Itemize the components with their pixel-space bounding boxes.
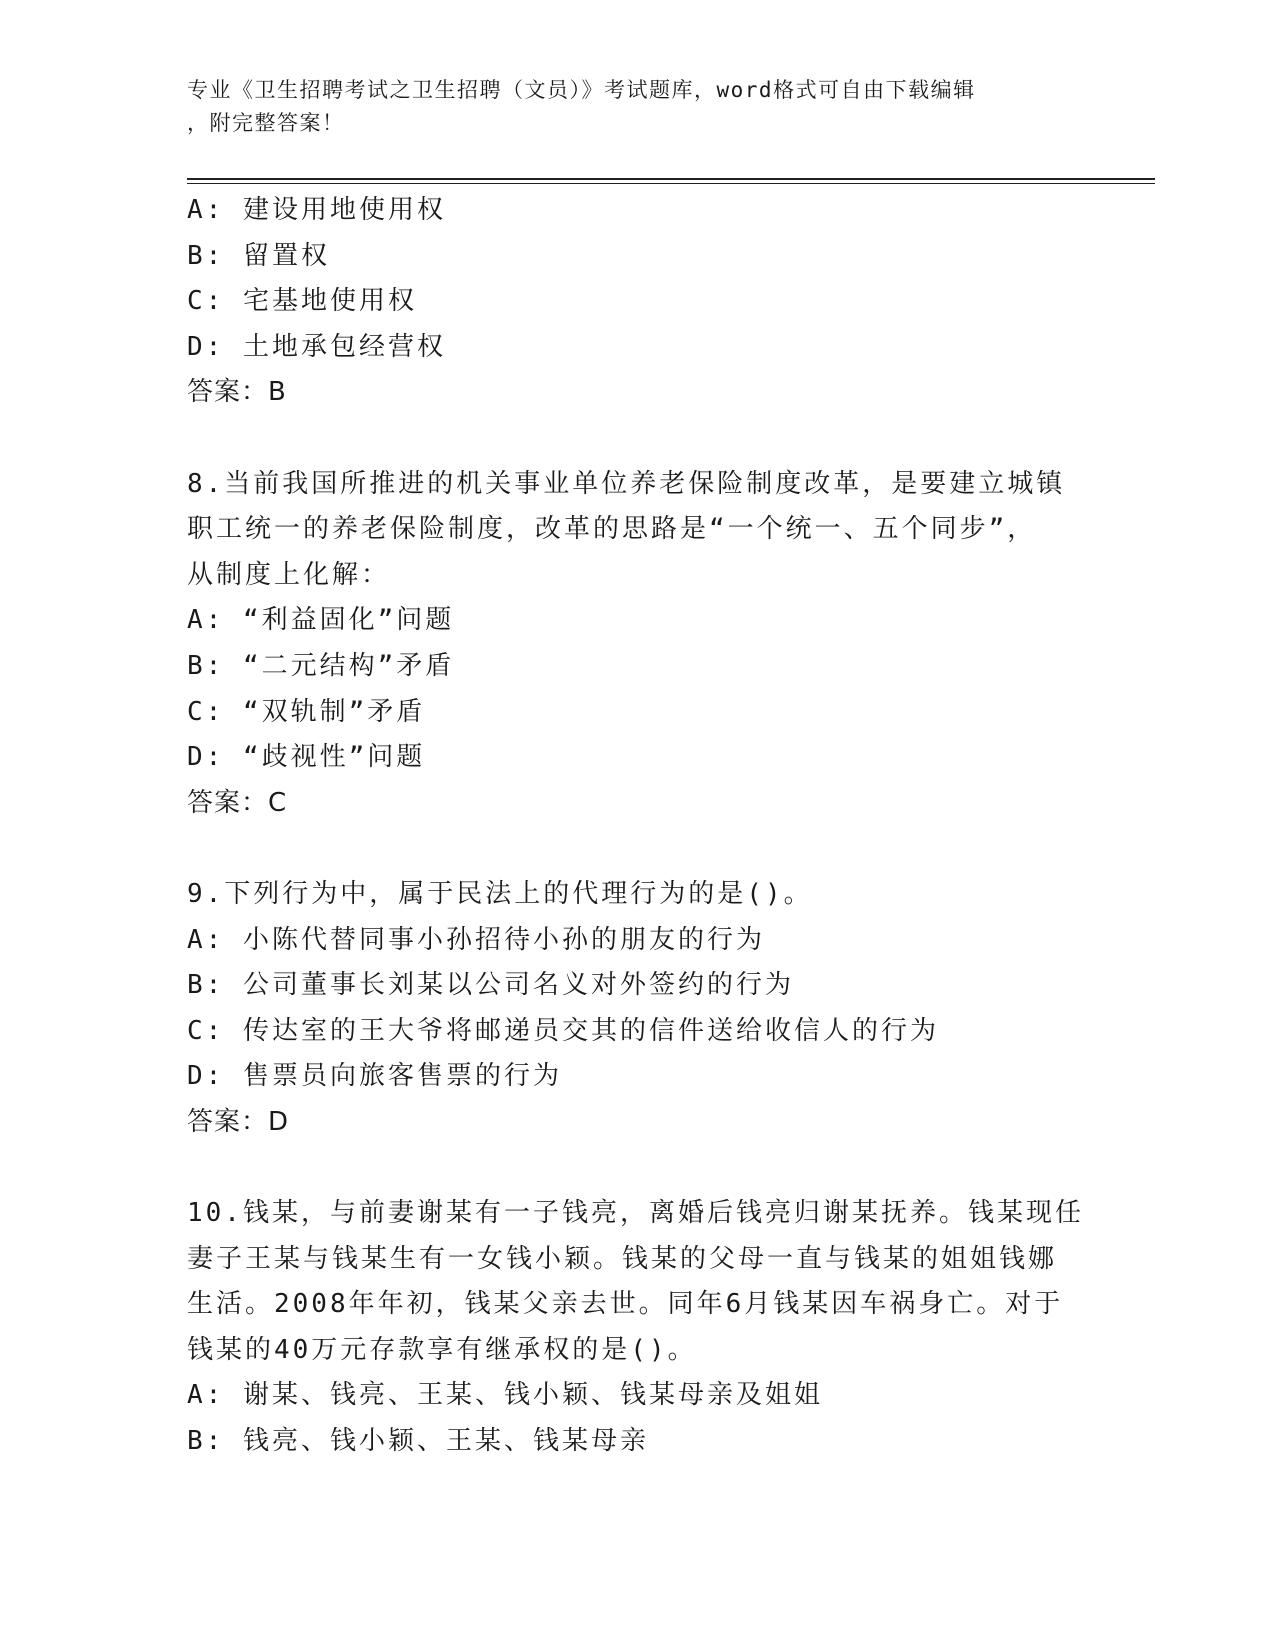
option-a: A: 谢某、钱亮、王某、钱小颖、钱某母亲及姐姐 bbox=[187, 1380, 823, 1411]
header-rule-thin bbox=[187, 183, 1155, 184]
option-c: C: 宅基地使用权 bbox=[187, 286, 417, 317]
question-stem-line: 妻子王某与钱某生有一女钱小颖。钱某的父母一直与钱某的姐姐钱娜 bbox=[187, 1243, 1058, 1274]
answer-label: 答案：D bbox=[187, 1106, 290, 1137]
document-header bbox=[187, 74, 1067, 140]
question-stem-line: 钱某的40万元存款享有继承权的是()。 bbox=[187, 1334, 697, 1365]
header-line-2: ，附完整答案！ bbox=[187, 111, 345, 135]
option-a: A: 建设用地使用权 bbox=[187, 195, 446, 225]
question-10-block bbox=[187, 1191, 1087, 1465]
question-stem-line: 10.钱某，与前妻谢某有一子钱亮，离婚后钱亮归谢某抚养。钱某现任 bbox=[187, 1198, 1084, 1229]
option-a: A: 小陈代替同事小孙招待小孙的朋友的行为 bbox=[187, 924, 765, 955]
spacer bbox=[187, 416, 1087, 462]
question-stem-line: 职工统一的养老保险制度，改革的思路是“一个统一、五个同步”， bbox=[187, 514, 1037, 545]
question-7-block bbox=[187, 188, 1087, 416]
option-b: B: 钱亮、钱小颖、王某、钱某母亲 bbox=[187, 1426, 649, 1457]
question-9-block bbox=[187, 872, 1087, 1146]
question-stem-line: 9.下列行为中，属于民法上的代理行为的是()。 bbox=[187, 878, 813, 909]
question-8-block bbox=[187, 462, 1087, 827]
answer-label: 答案：C bbox=[187, 787, 288, 818]
option-a: A: “利益固化”问题 bbox=[187, 605, 455, 636]
option-c: C: “双轨制”矛盾 bbox=[187, 696, 426, 727]
question-stem-line: 8.当前我国所推进的机关事业单位养老保险制度改革，是要建立城镇 bbox=[187, 468, 1066, 499]
spacer bbox=[187, 826, 1087, 872]
option-b: B: 留置权 bbox=[187, 240, 330, 271]
answer-label: 答案：B bbox=[187, 377, 287, 408]
option-d: D: “歧视性”问题 bbox=[187, 742, 426, 773]
question-stem-line: 从制度上化解： bbox=[187, 559, 391, 590]
header-rule-thick bbox=[187, 178, 1155, 180]
option-d: D: 土地承包经营权 bbox=[187, 331, 446, 362]
question-stem-line: 生活。2008年年初，钱某父亲去世。同年6月钱某因车祸身亡。对于 bbox=[187, 1289, 1064, 1320]
option-b: B: 公司董事长刘某以公司名义对外签约的行为 bbox=[187, 970, 794, 1001]
option-d: D: 售票员向旅客售票的行为 bbox=[187, 1061, 562, 1092]
spacer bbox=[187, 1145, 1087, 1191]
option-b: B: “二元结构”矛盾 bbox=[187, 650, 455, 681]
question-list bbox=[187, 188, 1087, 1465]
header-line-1: 专业《卫生招聘考试之卫生招聘（文员）》考试题库，word格式可自由下载编辑 bbox=[187, 78, 976, 102]
option-c: C: 传达室的王大爷将邮递员交其的信件送给收信人的行为 bbox=[187, 1015, 939, 1046]
